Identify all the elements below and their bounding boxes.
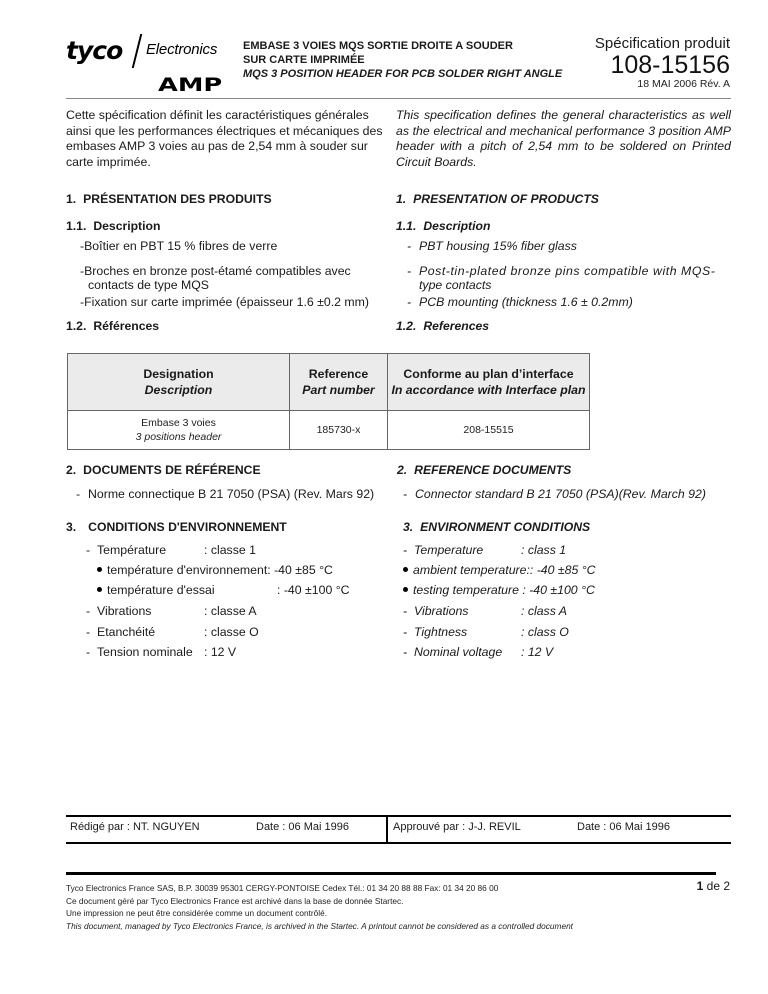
header-fr: Designation (143, 367, 214, 381)
env-label: température d'essai (107, 583, 215, 597)
item-text: Fixation sur carte imprimée (épaisseur 1.6 ±0.2 mm) (84, 295, 369, 309)
env-tightness-fr (86, 625, 259, 639)
page-indicator (697, 879, 730, 893)
env-text: testing temperature : -40 ±100 °C (413, 583, 595, 597)
footer-address: Tyco Electronics France SAS, B.P. 30039 95301 CERGY-PONTOISE Cedex Tél.: 01 34 20 88 88 Fax: 01 34 20 86 00 (66, 883, 499, 893)
item-text: PBT housing 15% fiber glass (419, 239, 577, 253)
desc-item-en (407, 295, 633, 309)
page-total: de 2 (706, 879, 730, 893)
subsection-number: 1.1. (66, 219, 87, 233)
section-number: 2. (397, 463, 408, 477)
env-ambient-temp-en (403, 563, 596, 577)
cell-interface-plan: 208-15515 (388, 411, 590, 450)
env-ambient-temp-fr (97, 563, 333, 577)
dash: - (407, 295, 412, 309)
approved-date: Date : 06 Mai 1996 (577, 821, 670, 833)
section1-1-title-en (396, 219, 490, 233)
subsection-title: Description (93, 219, 161, 233)
footer-control-fr: Une impression ne peut être considérée comme un document contrôlé. (66, 908, 328, 918)
tyco-logo: tyco (66, 36, 123, 65)
env-label: Etanchéité (97, 625, 156, 639)
env-voltage-fr (86, 645, 236, 659)
env-text: ambient temperature:: -40 ±85 °C (413, 563, 596, 577)
item-text: Boîtier en PBT 15 % fibres de verre (84, 239, 278, 253)
spec-number: 108-15156 (610, 51, 730, 79)
env-label: Vibrations (414, 604, 469, 618)
written-by: Rédigé par : NT. NGUYEN (70, 821, 200, 833)
header-reference (290, 354, 388, 411)
env-temp-fr (86, 543, 256, 557)
header-designation (68, 354, 290, 411)
dash: - (403, 625, 408, 639)
table-header-row (68, 354, 590, 411)
section3-title-fr (66, 520, 287, 534)
bullet-icon (403, 587, 408, 592)
dash: - (86, 604, 91, 618)
header-divider (66, 98, 731, 99)
subsection-title: References (423, 319, 490, 333)
section-title: PRESENTATION OF PRODUCTS (413, 192, 599, 206)
env-value: : classe A (204, 604, 257, 618)
section1-2-title-en (396, 319, 489, 333)
dash: - (86, 645, 91, 659)
header-interface-plan (388, 354, 590, 411)
env-value: : 12 V (204, 645, 237, 659)
cell-part-number: 185730-x (290, 411, 388, 450)
dash: - (407, 239, 412, 253)
env-vibrations-en (403, 604, 567, 618)
env-value: : class 1 (521, 543, 567, 557)
env-value: : classe O (204, 625, 259, 639)
env-value: : -40 ±100 °C (277, 583, 350, 597)
dash: - (80, 264, 85, 278)
amp-logo: AMP (158, 74, 223, 96)
header-fr: Conforme au plan d’interface (403, 367, 574, 381)
section1-title-fr (66, 192, 272, 206)
env-label: Nominal voltage (414, 645, 503, 659)
env-text: température d'environnement: -40 ±85 °C (107, 563, 333, 577)
designation-en: 3 positions header (135, 431, 222, 443)
title-en: MQS 3 POSITION HEADER FOR PCB SOLDER RIGHT ANGLE (243, 68, 563, 80)
bullet-icon (97, 567, 102, 572)
item-text: Norme connectique B 21 7050 (PSA) (Rev. Mars 92) (88, 487, 375, 501)
section1-title-en (396, 192, 599, 206)
env-value: : class A (521, 604, 568, 618)
dash: - (86, 543, 91, 557)
subsection-number: 1.2. (66, 319, 87, 333)
header-fr: Reference (308, 367, 369, 381)
subsection-title: Références (93, 319, 160, 333)
logo-slash-divider (132, 34, 142, 68)
env-voltage-en (403, 645, 553, 659)
section1-2-title-fr (66, 319, 159, 333)
dash: - (86, 625, 91, 639)
title-fr-line-1: EMBASE 3 VOIES MQS SORTIE DROITE A SOUDER (243, 40, 513, 52)
item-text: Connector standard B 21 7050 (PSA)(Rev. March 92) (415, 487, 706, 501)
env-label: Température (97, 543, 167, 557)
intro-fr: Cette spécification définit les caractéristiques générales ainsi que les performances électriques et mécaniques des embases AMP 3 voies au pas de 2,54 mm à souder sur carte imprimée. (66, 108, 383, 169)
item-text: PCB mounting (thickness 1.6 ± 0.2mm) (419, 295, 633, 309)
page-current: 1 (696, 879, 704, 893)
desc-item-en (407, 264, 727, 278)
env-label: Vibrations (97, 604, 152, 618)
section-title: PRÉSENTATION DES PRODUITS (83, 192, 272, 206)
section-number: 3. (66, 520, 77, 534)
section-title: CONDITIONS D'ENVIRONNEMENT (88, 520, 287, 534)
section-number: 1. (66, 192, 77, 206)
footer-text (66, 882, 573, 932)
signature-bottom-rule (66, 842, 731, 844)
document-title (243, 39, 562, 81)
section-title: DOCUMENTS DE RÉFÉRENCE (83, 463, 261, 477)
section-number: 3. (403, 520, 414, 534)
dash: - (80, 239, 85, 253)
bullet-icon (97, 587, 102, 592)
spec-block (595, 35, 730, 90)
subsection-number: 1.1. (396, 219, 417, 233)
electronics-logo-text: Electronics (146, 41, 218, 58)
env-label: Temperature (414, 543, 484, 557)
section-number: 2. (66, 463, 77, 477)
dash: - (403, 645, 408, 659)
ref-doc-fr (76, 487, 374, 501)
cell-designation (68, 411, 290, 450)
table-row (68, 411, 590, 450)
written-date: Date : 06 Mai 1996 (256, 821, 349, 833)
subsection-number: 1.2. (396, 319, 417, 333)
env-value: : class O (521, 625, 569, 639)
signature-divider (386, 816, 388, 843)
env-temp-en (403, 543, 566, 557)
section-title: ENVIRONMENT CONDITIONS (420, 520, 591, 534)
section1-1-title-fr (66, 219, 160, 233)
header-en: Description (144, 383, 213, 397)
footer-disclaimer-en: This document, managed by Tyco Electronics France, is archived in the Startec. A printout cannot be considered as a controlled document (66, 920, 573, 931)
dash: - (80, 295, 85, 309)
subsection-title: Description (423, 219, 491, 233)
references-table (67, 353, 590, 450)
section-number: 1. (396, 192, 407, 206)
bullet-icon (403, 567, 408, 572)
desc-item-fr (80, 239, 277, 253)
section2-title-en (397, 463, 571, 477)
env-label: Tightness (414, 625, 468, 639)
env-test-temp-en (403, 583, 595, 597)
header-en: In accordance with Interface plan (391, 383, 586, 397)
env-value: : 12 V (521, 645, 554, 659)
desc-item-fr (80, 295, 369, 309)
dash: - (403, 543, 408, 557)
item-text: Broches en bronze post-étamé compatibles avec (84, 264, 351, 278)
env-value: : classe 1 (204, 543, 256, 557)
dash: - (407, 264, 412, 278)
ref-doc-en (403, 487, 706, 501)
footer-archive-fr: Ce document géré par Tyco Electronics France est archivé dans la base de donnée Startec. (66, 895, 404, 906)
section-title: REFERENCE DOCUMENTS (414, 463, 572, 477)
footer-rule (66, 872, 716, 875)
desc-item-en (407, 239, 577, 253)
env-label: Tension nominale (97, 645, 193, 659)
designation-fr: Embase 3 voies (141, 417, 216, 429)
dash: - (403, 487, 408, 501)
env-vibrations-fr (86, 604, 257, 618)
dash: - (403, 604, 408, 618)
title-fr-line-2: SUR CARTE IMPRIMÉE (243, 54, 365, 66)
section3-title-en (403, 520, 590, 534)
header-en: Part number (302, 383, 375, 397)
desc-item-en-cont: type contacts (419, 278, 492, 292)
spec-date: 18 MAI 2006 Rév. A (637, 78, 730, 90)
approved-by: Approuvé par : J-J. REVIL (393, 821, 521, 833)
env-test-temp-fr (97, 583, 350, 597)
intro-en: This specification defines the general characteristics as well as the electrical and mechanical performance 3 position AMP header with a pitch of 2,54 mm to be soldered on Printed Circuit Boards. (396, 108, 731, 169)
desc-item-fr-cont: contacts de type MQS (88, 278, 209, 292)
item-text: Post-tin-plated bronze pins compatible with MQS- (419, 264, 716, 278)
env-tightness-en (403, 625, 569, 639)
signature-top-rule (66, 815, 731, 817)
section2-title-fr (66, 463, 261, 477)
dash: - (76, 487, 81, 501)
spec-label: Spécification produit (594, 35, 730, 52)
desc-item-fr (80, 264, 351, 278)
